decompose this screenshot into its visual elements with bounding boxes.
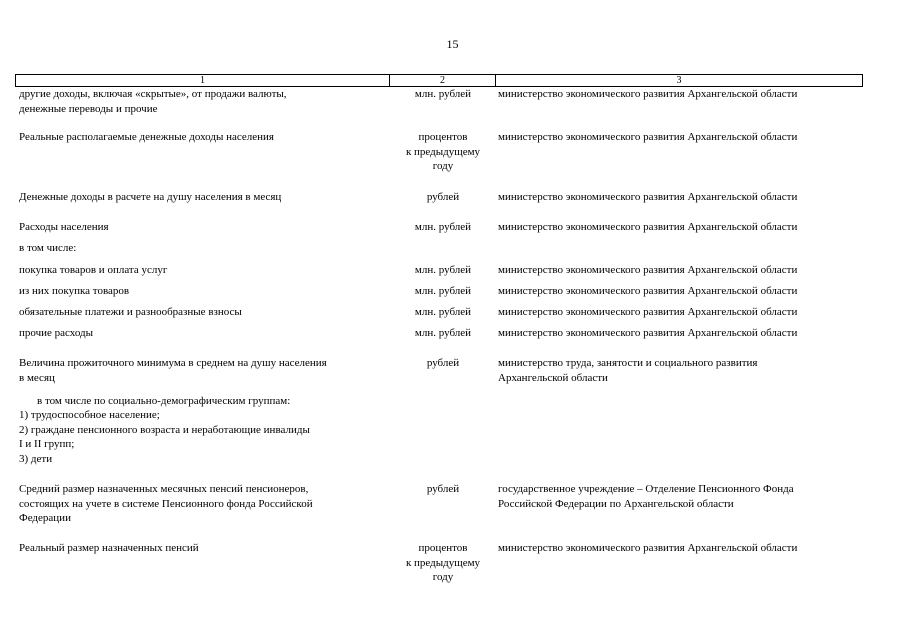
- indicator-cell: 1) трудоспособное население; 2) граждане пенсионного возраста и неработающие инвалиды I и II групп; 3) дети: [19, 409, 310, 465]
- indicator-cell: Средний размер назначенных месячных пенсий пенсионеров, состоящих на учете в системе Пенсионного фонда Российской Федерации: [19, 483, 313, 524]
- indicator-cell: Денежные доходы в расчете на душу населения в месяц: [19, 191, 282, 203]
- indicator-cell: в том числе по социально-демографическим группам:: [37, 395, 291, 407]
- unit-cell: млн. рублей: [414, 285, 472, 297]
- source-cell: министерство экономического развития Архангельской области: [498, 542, 798, 554]
- unit-cell: млн. рублей: [414, 88, 472, 100]
- source-cell: министерство экономического развития Архангельской области: [498, 264, 798, 276]
- unit-cell: млн. рублей: [414, 264, 472, 276]
- source-cell: министерство экономического развития Архангельской области: [498, 131, 798, 143]
- page-number: 15: [446, 37, 459, 51]
- unit-cell: млн. рублей: [414, 306, 472, 318]
- indicator-cell: покупка товаров и оплата услуг: [19, 264, 168, 276]
- indicator-cell: Реальные располагаемые денежные доходы населения: [19, 131, 274, 143]
- indicator-cell: прочие расходы: [19, 327, 94, 339]
- unit-cell: процентов к предыдущему году: [405, 131, 481, 172]
- indicator-cell: обязательные платежи и разнообразные взносы: [19, 306, 242, 318]
- indicator-cell: в том числе:: [19, 242, 77, 254]
- header-col-1: 1: [16, 75, 390, 86]
- source-cell: министерство экономического развития Архангельской области: [498, 306, 798, 318]
- indicator-cell: Расходы населения: [19, 221, 109, 233]
- indicator-cell: Величина прожиточного минимума в среднем на душу населения в месяц: [19, 357, 327, 384]
- indicator-cell: Реальный размер назначенных пенсий: [19, 542, 199, 554]
- indicator-cell: из них покупка товаров: [19, 285, 130, 297]
- header-col-3: 3: [676, 75, 682, 86]
- source-cell: министерство экономического развития Архангельской области: [498, 285, 798, 297]
- unit-cell: рублей: [426, 357, 460, 369]
- table-header: [15, 74, 863, 87]
- source-cell: министерство экономического развития Архангельской области: [498, 327, 798, 339]
- source-cell: министерство экономического развития Архангельской области: [498, 221, 798, 233]
- unit-cell: млн. рублей: [414, 221, 472, 233]
- unit-cell: рублей: [426, 191, 460, 203]
- unit-cell: процентов к предыдущему году: [405, 542, 481, 583]
- source-cell: государственное учреждение – Отделение Пенсионного Фонда Российской Федерации по Архангельской области: [498, 483, 794, 510]
- source-cell: министерство экономического развития Архангельской области: [498, 191, 798, 203]
- source-cell: министерство экономического развития Архангельской области: [498, 88, 798, 100]
- indicator-cell: другие доходы, включая «скрытые», от продажи валюты, денежные переводы и прочие: [19, 88, 287, 115]
- unit-cell: млн. рублей: [414, 327, 472, 339]
- unit-cell: рублей: [426, 483, 460, 495]
- header-col-2: 2: [390, 75, 496, 86]
- source-cell: министерство труда, занятости и социального развития Архангельской области: [498, 357, 758, 384]
